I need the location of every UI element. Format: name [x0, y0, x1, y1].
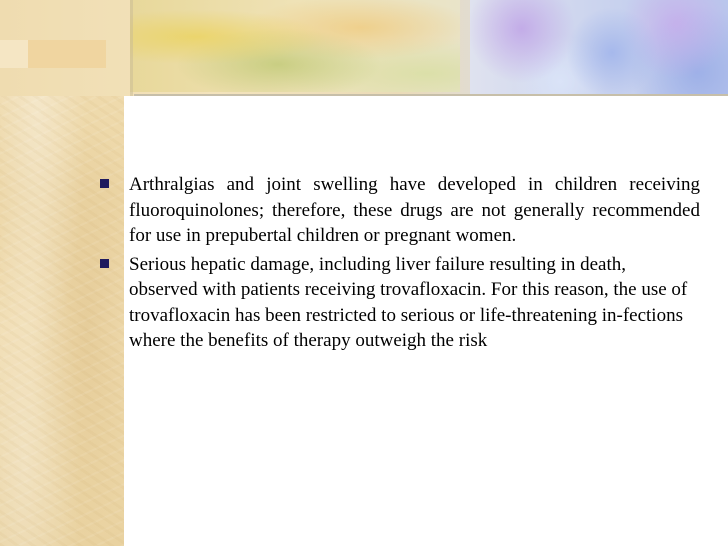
banner-accent-block	[0, 40, 28, 68]
bullet-item	[100, 172, 700, 249]
slide-body	[100, 172, 700, 357]
square-bullet-icon	[100, 259, 109, 268]
banner-divider	[130, 0, 133, 96]
square-bullet-icon	[100, 179, 109, 188]
bullet-text: Arthralgias and joint swelling have developed in children receiving fluoroquinolones; therefore, these drugs are not generally recommended for use in prepubertal children or pregnant women.	[129, 174, 700, 246]
floral-leaf-image	[130, 0, 460, 92]
bullet-text: Serious hepatic damage, including liver failure resulting in death, observed with patients receiving trovafloxacin. For this reason, the use of trovafloxacin has been restricted to serious or life-threatening in-fections where the benefits of therapy outweigh the risk	[129, 253, 688, 351]
banner-accent-block	[28, 40, 106, 68]
banner-bottom-rule	[134, 94, 728, 96]
blue-flower-image	[470, 0, 728, 96]
decorative-banner	[0, 0, 728, 96]
bullet-list	[100, 172, 700, 354]
bullet-item	[100, 252, 689, 354]
